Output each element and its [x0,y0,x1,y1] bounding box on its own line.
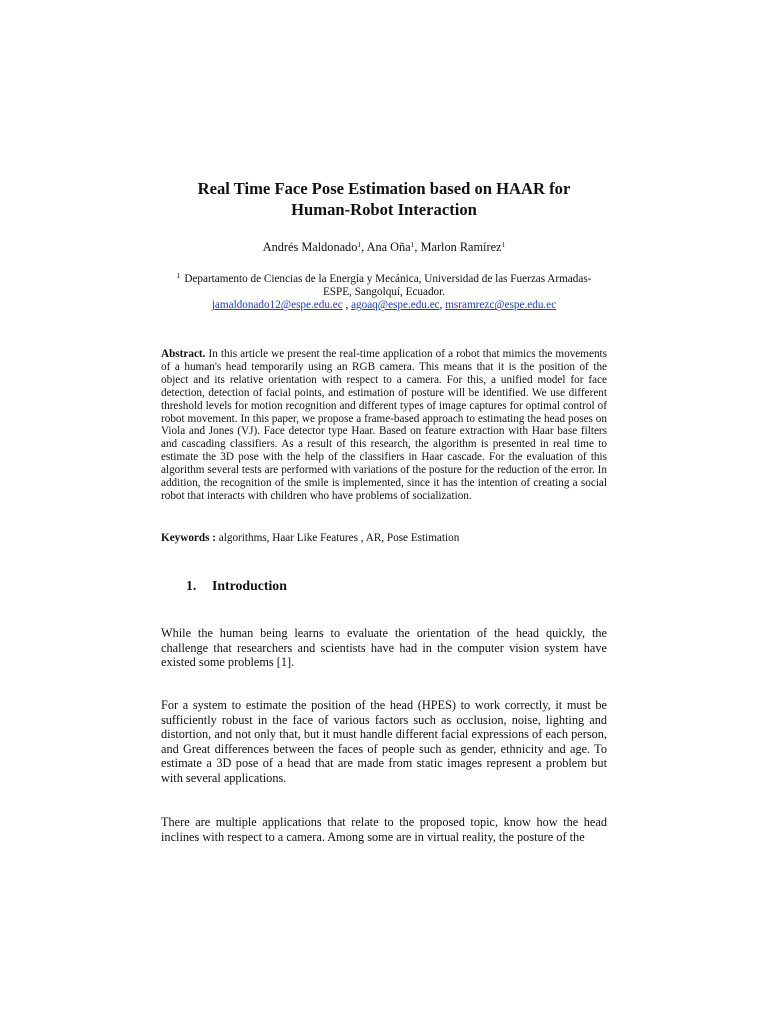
keywords-label: Keywords : [161,532,216,544]
section-number: 1. [186,578,197,593]
author-name: Marlon Ramírez [420,240,502,254]
abstract-text: In this article we present the real-time application of a robot that mimics the movements of a human's head temporarily using an RGB camera. This means that it is the position of the object and its relative orientation with respect to a camera. For this, a unified model for face detection, detection of facial points, and estimation of posture will be identified. We use different threshold levels for motion recognition and different types of image captures for optimal control of robot movement. In this paper, we propose a frame-based approach to estimating the head poses on Viola and Jones (VJ). Face detector type Haar. Based on feature extraction with Haar base filters and cascading classifiers. As a result of this research, the algorithm is presented in real time to estimate the 3D pose with the help of the classifiers in Haar cascade. For the evaluation of this algorithm several tests are performed with variations of the posture for the reduction of the error. In addition, the recognition of the smile is implemented, since it has the intention of creating a social robot that interacts with children who have problems of socialization. [161,348,607,502]
body-paragraph: For a system to estimate the position of the head (HPES) to work correctly, it must be sufficiently robust in the face of various factors such as occlusion, noise, lighting and distortion, and not only that, but it must handle different facial expressions of each person, and Great differences between the faces of people such as gender, ethnicity and age. To estimate a 3D pose of a head that are made from static images represent a problem but with several applications. [161,698,607,785]
author-name: Ana Oña [366,240,411,254]
author-name: Andrés Maldonado [262,240,358,254]
email-list [160,299,608,312]
affiliation-text-line-1: Departamento de Ciencias de la Energía y Mecánica, Universidad de las Fuerzas Armadas- [184,273,592,285]
paper-title-line-2: Human-Robot Interaction [291,200,477,219]
author-separator: , [361,240,367,254]
email-link[interactable]: msramrezc@espe.edu.ec [445,299,557,312]
email-separator: , [342,299,352,312]
author-affiliation-mark: 1 [501,240,506,249]
paper-title [150,178,618,220]
abstract [161,348,607,503]
keywords [161,532,607,545]
paper-title-line-1: Real Time Face Pose Estimation based on HAAR for [197,179,571,198]
email-link[interactable]: jamaldonado12@espe.edu.ec [211,299,343,312]
author-affiliation-mark: 1 [410,240,415,249]
email-link[interactable]: agoaq@espe.edu.ec [351,299,440,312]
body-paragraph: While the human being learns to evaluate the orientation of the head quickly, the challenge that researchers and scientists have had in the computer vision system have existed some problems [1]. [161,626,607,669]
section-title: Introduction [212,578,287,593]
author-separator: , [414,240,421,254]
keywords-text: algorithms, Haar Like Features , AR, Pose Estimation [218,532,460,544]
body-paragraph: There are multiple applications that relate to the proposed topic, know how the head inclines with respect to a camera. Among some are in virtual reality, the posture of the [161,815,607,844]
section-heading [186,577,287,595]
author-list [150,239,618,255]
affiliation-mark: 1 [176,271,181,280]
affiliation [160,269,608,313]
email-separator: , [439,299,446,312]
author-affiliation-mark: 1 [357,240,362,249]
abstract-label: Abstract. [161,348,206,360]
affiliation-text-line-2: ESPE, Sangolquí, Ecuador. [322,286,446,299]
